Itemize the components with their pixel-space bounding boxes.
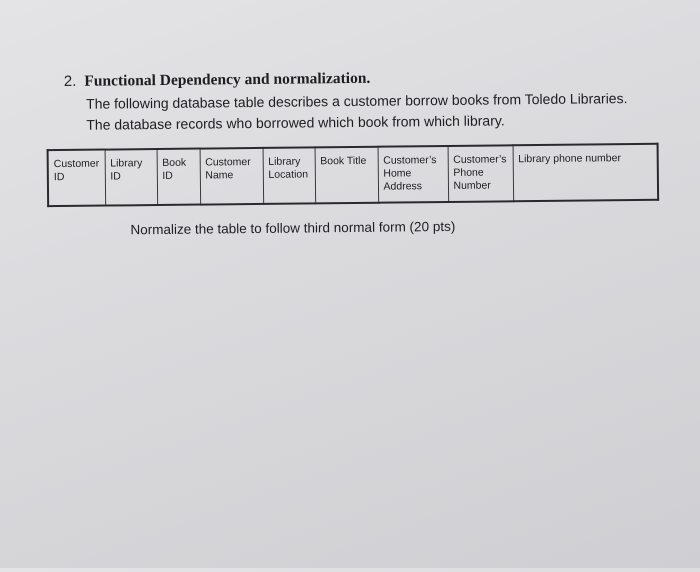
question-number: 2.: [63, 72, 77, 90]
instruction-text: Normalize the table to follow third normal form (20 pts): [130, 218, 456, 238]
question-heading: [64, 70, 371, 91]
question-title: Functional Dependency and normalization.: [84, 69, 371, 90]
column-header: Book Title: [315, 147, 379, 204]
column-header: Customer ID: [53, 157, 100, 184]
column-header: Library ID: [105, 149, 158, 206]
database-table: [47, 143, 660, 207]
column-header: Customer’s Home Address: [378, 146, 449, 203]
column-header: Customer Name: [200, 148, 264, 205]
column-header: Customer’s Phone Number: [448, 145, 514, 202]
table-header-row: [48, 144, 659, 206]
column-header: Library phone number: [513, 144, 659, 202]
column-header: Book ID: [157, 149, 201, 205]
column-header: Library Location: [263, 147, 316, 204]
question-text-line-1: The following database table describes a customer borrow books from Toledo Libraries.: [86, 90, 628, 112]
question-text-line-2: The database records who borrowed which book from which library.: [86, 112, 505, 133]
